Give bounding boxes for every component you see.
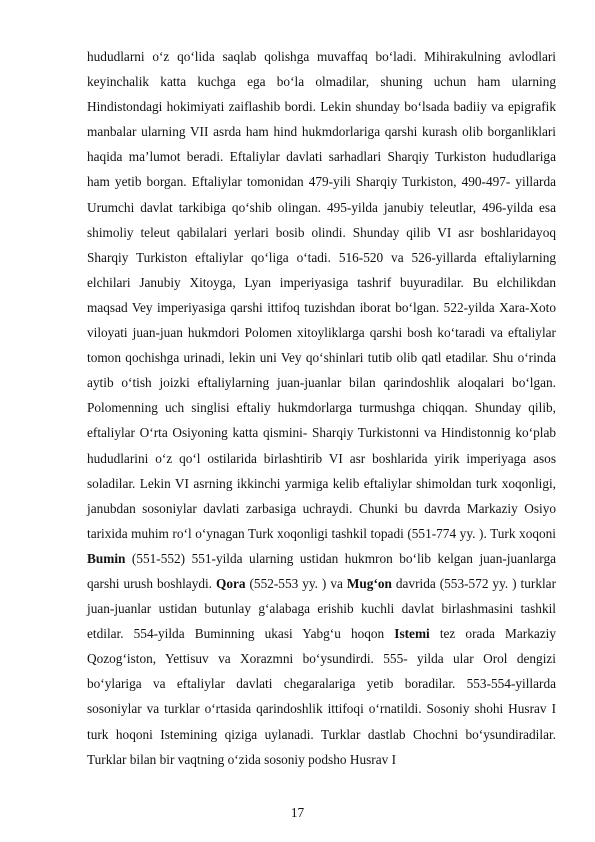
text-segment-2: (551-552) 551-yilda ularning ustidan hukmron bo‘lib kelgan juan-juanlarga qarshi urush boshlaydi. [87,550,556,591]
document-body [87,44,556,772]
text-segment-5: tez orada Markaziy Qozog‘iston, Yettisuv va Xorazmni bo‘ysundirdi. 555- yilda ular Orol dengizi bo‘ylariga va eftaliylar davlati chegaralariga yetib boradilar. 553-554-yillarda sosoniylar va turklar o‘rtasida qarindoshlik ittifoqi o‘rnatildi. Sosoniy shohi Husrav I turk hoqoni Istemining qiziga uylanadi. Turklar dastlab Chochni bo‘ysundiradilar. Turklar bilan bir vaqtning o‘zida sosoniy podsho Husrav I [87,626,556,767]
name-bumin: Bumin [87,550,126,566]
body-paragraph [87,44,556,772]
name-istemi: Istemi [394,626,430,642]
name-qora: Qora [215,575,246,591]
page-number: 17 [290,805,305,820]
text-segment-1: hududlarni o‘z qo‘lida saqlab qolishga muvaffaq bo‘ladi. Mihirakulning avlodlari keyinchalik katta kuchga ega bo‘la olmadilar, shuning uchun ham ularning Hindistondagi hokimiyati zaiflashib bordi. Lekin shunday bo‘lsada badiiy va epigrafik manbalar ularning VII asrda ham hind hukmdorlariga qarshi kurash olib borganliklari haqida ma’lumot beradi. Eftaliylar davlati sarhadlari Sharqiy Turkiston hududlariga ham yetib borgan. Eftaliylar tomonidan 479-yili Sharqiy Turkiston, 490-497- yillarda Urumchi davlat tarkibiga qo‘shib olingan. 495-yilda janubiy teleutlar, 496-yilda esa shimoliy teleut qabilalari yerlari bosib olindi. Shunday qilib VI asr boshlaridayoq Sharqiy Turkiston eftaliylar qo‘liga o‘tadi. 516-520 va 526-yillarda eftaliylarning elchilari Janubiy Xitoyga, Lyan imperiyasiga tashrif buyuradilar. Bu elchilikdan maqsad Vey imperiyasiga qarshi ittifoq tuzishdan iborat bo‘lgan. 522-yilda Xara-Xoto viloyati juan-juan hukmdori Polomen xitoyliklarga qarshi bosh ko‘taradi va eftaliylar tomon qochishga urinadi, lekin uni Vey qo‘shinlari tutib olib qatl etadilar. Shu o‘rinda aytib o‘tish joizki eftaliylarning juan-juanlar bilan qarindoshlik aloqalari bo‘lgan. Polomenning uch singlisi eftaliy hukmdorlarga turmushga chiqqan. Shunday qilib, eftaliylar O‘rta Osiyoning katta qismini- Sharqiy Turkistonni va Hindistonnig ko‘plab hududlarini o‘z qo‘l ostilarida birlashtirib VI asr boshlarida yirik imperiyaga asos soladilar. Lekin VI asrning ikkinchi yarmiga kelib eftaliylar shimoldan turk xoqonligi, janubdan sosoniylar davlati zarbasiga uchraydi. Chunki bu davrda Markaziy Osiyo tarixida muhim ro‘l o‘ynagan Turk xoqonligi tashkil topadi (551-774 yy. ). Turk xoqoni [87,49,556,541]
name-mugon: Mug‘on [346,575,392,591]
text-segment-3: (552-553 yy. ) va [245,575,347,591]
text-segment-4: davrida (553-572 yy. ) turklar juan-juanlar ustidan butunlay g‘alabaga erishib kuchli davlat birlashmasini tashkil etdilar. 554-yilda Buminning ukasi Yabg‘u hoqon [87,575,556,642]
